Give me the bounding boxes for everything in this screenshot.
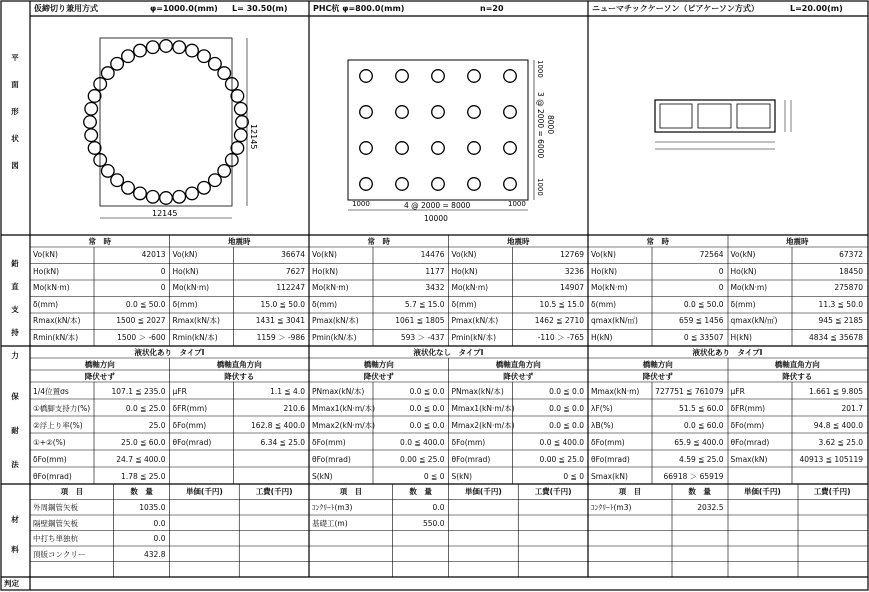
load-value: 11.3 ≦ 50.0 (818, 299, 863, 309)
plan-label: 平 面 形 状 図 (11, 53, 19, 170)
check-value: 0.0 ≦ 0.0 (409, 387, 445, 396)
check-value: 727751 ≦ 761079 (655, 387, 724, 396)
steel-pipe-pile (85, 129, 98, 142)
load-label: Pmin(kN/本) (451, 332, 496, 342)
load-label: Ho(kN) (312, 266, 339, 276)
check-value: 0.0 ≦ 0.0 (409, 404, 445, 413)
load-value: 275870 (834, 283, 863, 292)
check-value: 3.62 ≦ 25.0 (818, 438, 863, 447)
material-item: ｺﾝｸﾘｰﾄ(m3) (591, 503, 632, 512)
check-label: 1/4位置σs (33, 387, 69, 396)
check-value: 65.9 ≦ 400.0 (674, 438, 724, 447)
check-value: 1.78 ≦ 25.0 (121, 472, 166, 481)
dim-b-bot-r: 1000 (536, 178, 544, 196)
check-label: PNmax(kN/本) (451, 387, 504, 396)
load-label: Ho(kN) (33, 266, 60, 276)
load-label: Mo(kN·m) (172, 283, 210, 292)
check-value: 0.0 ≦ 400.0 (539, 438, 584, 447)
check-value: 4.59 ≦ 25.0 (679, 455, 724, 464)
load-value: 0 (160, 266, 166, 276)
load-value: 1431 ≦ 3041 (255, 316, 305, 325)
yield-label: 降伏する (782, 372, 813, 381)
phc-pile (504, 178, 517, 191)
steel-pipe-pile (88, 90, 101, 103)
check-label: Mmax1(kN·m/本) (451, 404, 515, 413)
check-value: 0.00 ≦ 25.0 (539, 455, 584, 464)
load-value: 659 ≦ 1456 (679, 316, 724, 325)
dim-b-inner-right: 3 @ 2000 = 6000 (536, 92, 545, 159)
quake-label: 地震時 (507, 237, 530, 246)
check-label: δFo(mm) (730, 421, 765, 430)
check-label: δFo(mm) (172, 421, 207, 430)
cost-header: 数 量 (130, 487, 153, 496)
check-value: 0.0 ≦ 25.0 (125, 404, 166, 413)
steel-pipe-pile (85, 103, 98, 116)
load-value: 5.7 ≦ 15.0 (404, 299, 445, 309)
normal-label: 常 時 (367, 237, 390, 246)
steel-pipe-pile (209, 174, 222, 187)
load-value: 12769 (560, 250, 584, 259)
direction-label: 橋軸直角方向 (216, 360, 262, 369)
material-qty: 0.0 (432, 503, 445, 512)
load-label: δ(mm) (451, 299, 477, 309)
steel-pipe-pile (122, 182, 135, 195)
load-label: Vo(kN) (591, 250, 616, 259)
direction-label: 橋軸直角方向 (495, 360, 541, 369)
material-item: ｺﾝｸﾘｰﾄ(m3) (312, 503, 353, 512)
steel-pipe-pile (88, 142, 101, 155)
load-value: 42013 (141, 250, 166, 259)
dim-b-inner-bottom: 4 @ 2000 = 8000 (404, 201, 471, 210)
yield-label: 降伏せず (642, 372, 673, 381)
check-value: 1.661 ≦ 9.805 (809, 387, 863, 396)
cost-header: 項 目 (60, 487, 84, 496)
check-label: θFo(mrad) (33, 472, 72, 481)
dim-b-outer-right: 8000 (546, 115, 555, 135)
steel-pipe-pile (111, 58, 124, 71)
load-label: Mo(kN·m) (591, 283, 628, 292)
check-label: λF(%) (591, 404, 613, 413)
load-label: Rmin(kN/本) (172, 332, 218, 342)
phc-pile (432, 142, 445, 155)
check-label: δFR(mm) (172, 404, 208, 413)
load-label: qmax(kN/㎡) (591, 316, 638, 325)
steel-pipe-pile (218, 67, 231, 80)
load-value: 0 ≦ 33507 (683, 332, 724, 342)
material-item: 基礎工(m) (312, 518, 348, 528)
check-label: θFo(mrad) (591, 455, 630, 464)
check-value: 0 ≦ 0 (563, 472, 584, 481)
dim-b-right: 1000 (508, 200, 526, 208)
load-value: 3236 (564, 266, 584, 276)
plan-drawing-c (591, 20, 865, 232)
phc-pile (360, 178, 373, 191)
check-label: ②浮上り率(%) (33, 421, 83, 430)
direction-label: 橋軸直角方向 (774, 360, 820, 369)
cost-header: 項 目 (618, 487, 642, 496)
check-label: Mmax1(kN·m/本) (312, 404, 376, 413)
check-label: δFo(mm) (451, 438, 486, 447)
phc-pile (396, 178, 409, 191)
phc-pile (468, 178, 481, 191)
load-value: 1061 ≦ 1805 (395, 316, 445, 325)
load-label: Ho(kN) (591, 266, 618, 276)
load-label: Vo(kN) (33, 250, 58, 259)
steel-pipe-pile (236, 116, 249, 129)
load-label: Ho(kN) (730, 266, 757, 276)
steel-pipe-pile (147, 41, 160, 54)
check-label: θFo(mrad) (312, 455, 351, 464)
normal-label: 常 時 (646, 237, 669, 246)
load-value: 67372 (839, 250, 863, 259)
dim-b-total: 10000 (424, 214, 448, 223)
load-value: 1500 ≦ 2027 (116, 316, 166, 325)
reinforcement-label: 保 耐 法 (11, 392, 19, 469)
header-c-length: L=20.00(m) (790, 4, 843, 13)
steel-pipe-pile (84, 116, 97, 129)
load-value: 15.0 ≦ 50.0 (260, 299, 305, 309)
material-qty: 550.0 (423, 518, 445, 528)
bearing-label: 鉛 直 支 持 力 (11, 259, 19, 360)
phc-pile (360, 142, 373, 155)
load-label: Pmax(kN/本) (312, 316, 359, 325)
phc-pile (396, 106, 409, 119)
load-value: 4834 ≦ 35678 (809, 332, 863, 342)
check-value: 201.7 (841, 404, 863, 413)
load-value: 0 (718, 266, 724, 276)
cost-header: 工費(千円) (255, 487, 293, 496)
load-value: 945 ≦ 2185 (818, 316, 863, 325)
steel-pipe-pile (235, 103, 248, 116)
steel-pipe-pile (198, 50, 211, 63)
check-label: δFo(mm) (312, 438, 346, 447)
steel-pipe-pile (231, 142, 244, 155)
check-value: 0 ≦ 0 (423, 472, 445, 481)
phc-pile (360, 106, 373, 119)
cost-header: 項 目 (339, 487, 363, 496)
phc-pile (360, 70, 373, 83)
material-qty: 0.0 (153, 534, 166, 543)
load-value: 112247 (276, 283, 305, 292)
check-value: 66918 ＞ 65919 (663, 472, 724, 481)
check-value: 25.0 ≦ 60.0 (121, 438, 166, 447)
quake-label: 地震時 (786, 237, 809, 246)
cost-header: 単価(千円) (743, 487, 781, 496)
load-value: 18450 (839, 266, 863, 276)
check-label: S(kN) (451, 472, 473, 481)
plan-drawing-b (312, 20, 586, 232)
header-a-length: L= 30.50(m) (232, 4, 288, 13)
load-value: 1177 (425, 266, 445, 276)
dim-b-left: 1000 (352, 200, 370, 208)
check-label: δFR(mm) (730, 404, 766, 413)
check-label: PNmax(kN/本) (312, 387, 365, 396)
material-item: 外周鋼管矢板 (33, 503, 78, 512)
quake-label: 地震時 (228, 237, 251, 246)
load-value: 1159 ＞ -986 (256, 332, 305, 342)
cost-header: 工費(千円) (534, 487, 572, 496)
material-qty: 432.8 (144, 549, 166, 559)
load-label: Mo(kN·m) (730, 283, 768, 292)
load-label: qmax(kN/㎡) (730, 316, 778, 325)
phc-pile (432, 106, 445, 119)
check-label: δFo(mm) (33, 455, 67, 464)
load-label: δ(mm) (312, 299, 338, 309)
load-label: Vo(kN) (172, 250, 198, 259)
load-label: Pmax(kN/本) (451, 316, 499, 325)
material-qty: 2032.5 (697, 503, 724, 512)
steel-pipe-pile (186, 44, 199, 57)
steel-pipe-pile (134, 44, 147, 57)
load-value: 7627 (285, 266, 305, 276)
steel-pipe-pile (122, 50, 135, 63)
load-value: 0 (718, 283, 724, 292)
check-label: θFo(mrad) (451, 455, 491, 464)
check-label: S(kN) (312, 472, 333, 481)
check-value: 0.0 ≦ 0.0 (549, 421, 584, 430)
dim-a-bottom: 12145 (152, 209, 178, 218)
dim-a-right: 12145 (249, 124, 258, 150)
load-value: 72564 (699, 250, 724, 259)
steel-pipe-pile (102, 165, 115, 178)
check-label: Mmax(kN·m) (591, 387, 640, 396)
load-label: Mo(kN·m) (312, 283, 349, 292)
load-value: 3432 (425, 283, 445, 292)
phc-pile (468, 106, 481, 119)
load-value: -110 ＞ -765 (537, 332, 584, 342)
load-value: 10.5 ≦ 15.0 (539, 299, 584, 309)
header-b-count: n=20 (480, 4, 504, 13)
load-label: Mo(kN·m) (33, 283, 70, 292)
check-value: 25.0 (148, 421, 166, 430)
load-label: Rmax(kN/本) (33, 316, 81, 325)
material-qty: 0.0 (153, 518, 166, 528)
check-label: μFR (172, 387, 187, 396)
load-label: Ho(kN) (172, 266, 199, 276)
load-label: H(kN) (730, 332, 752, 342)
cost-header: 単価(千円) (464, 487, 502, 496)
check-value: 0.0 ≦ 0.0 (409, 421, 445, 430)
steel-pipe-pile (186, 187, 199, 200)
load-value: 0.0 ≦ 50.0 (125, 299, 166, 309)
check-value: 0.0 ≦ 60.0 (683, 421, 724, 430)
check-label: μFR (730, 387, 745, 396)
load-label: Vo(kN) (451, 250, 477, 259)
steel-pipe-pile (173, 41, 186, 54)
steel-pipe-pile (198, 182, 211, 195)
check-value: 0.0 ≦ 0.0 (549, 404, 584, 413)
load-value: 14907 (560, 283, 584, 292)
steel-pipe-pile (231, 90, 244, 103)
liquefaction-label: 液状化あり タイプⅠ (134, 348, 205, 357)
plan-drawing-a (34, 20, 306, 232)
load-label: Vo(kN) (730, 250, 756, 259)
load-label: Rmax(kN/本) (172, 316, 220, 325)
yield-label: 降伏する (224, 372, 255, 381)
judgement-label: 判定 (4, 579, 19, 588)
phc-pile (504, 70, 517, 83)
load-value: 14476 (420, 250, 445, 259)
steel-pipe-pile (173, 191, 186, 204)
load-label: Ho(kN) (451, 266, 478, 276)
check-value: 162.8 ≦ 400.0 (251, 421, 305, 430)
load-label: H(kN) (591, 332, 613, 342)
phc-pile (432, 70, 445, 83)
normal-label: 常 時 (88, 237, 111, 246)
load-value: 0.0 ≦ 50.0 (683, 299, 724, 309)
phc-pile (432, 178, 445, 191)
steel-pipe-pile (160, 192, 173, 205)
check-value: 1.1 ≦ 4.0 (270, 387, 305, 396)
check-value: 0.0 ≦ 0.0 (549, 387, 584, 396)
liquefaction-label: 液状化あり タイプⅠ (692, 348, 763, 357)
phc-pile (396, 142, 409, 155)
material-item: 中打ち単独杭 (33, 534, 78, 543)
phc-pile (468, 142, 481, 155)
check-label: Smax(kN) (730, 455, 768, 464)
load-label: Vo(kN) (312, 250, 337, 259)
load-label: Rmin(kN/本) (33, 332, 79, 342)
cost-header: 工費(千円) (813, 487, 851, 496)
header-a-diameter: φ=1000.0(mm) (150, 4, 218, 13)
check-label: ①+②(%) (33, 438, 66, 447)
material-qty: 1035.0 (139, 503, 166, 512)
phc-pile (504, 106, 517, 119)
load-value: 1500 ＞ -600 (117, 332, 166, 342)
load-label: Pmin(kN/本) (312, 332, 357, 342)
load-label: δ(mm) (730, 299, 756, 309)
yield-label: 降伏せず (363, 372, 394, 381)
direction-label: 橋軸方向 (84, 360, 115, 369)
check-label: θFo(mrad) (172, 438, 212, 447)
material-item: 隔壁鋼管矢板 (33, 518, 78, 528)
check-value: 107.1 ≦ 235.0 (111, 387, 166, 396)
phc-pile (468, 70, 481, 83)
material-item: 頂版コンクリー (33, 549, 86, 559)
load-label: δ(mm) (172, 299, 198, 309)
check-value: 94.8 ≦ 400.0 (813, 421, 863, 430)
check-value: 6.34 ≦ 25.0 (260, 438, 305, 447)
dim-b-top-r: 1000 (536, 60, 544, 78)
steel-pipe-pile (160, 40, 173, 53)
cost-header: 数 量 (409, 487, 432, 496)
steel-pipe-pile (235, 129, 248, 142)
direction-label: 橋軸方向 (363, 360, 394, 369)
load-label: δ(mm) (33, 299, 59, 309)
header-c-title: ニューマチックケーソン（ピアケーソン方式） (592, 4, 759, 13)
check-label: δFo(mm) (591, 438, 625, 447)
check-label: Mmax2(kN·m/本) (312, 421, 376, 430)
phc-pile (396, 70, 409, 83)
load-label: Mo(kN·m) (451, 283, 489, 292)
load-value: 1462 ≦ 2710 (534, 316, 584, 325)
check-label: λB(%) (591, 421, 614, 430)
check-value: 40913 ≦ 105119 (799, 455, 863, 464)
phc-pile (504, 142, 517, 155)
header-b-title: PHC杭 φ=800.0(mm) (313, 4, 405, 13)
steel-pipe-pile (147, 191, 160, 204)
check-label: ①橋脚支持力(%) (33, 404, 91, 413)
yield-label: 降伏せず (84, 372, 115, 381)
material-label: 材 料 (11, 515, 19, 554)
steel-pipe-pile (134, 187, 147, 200)
check-value: 0.0 ≦ 400.0 (400, 438, 445, 447)
check-value: 24.7 ≦ 400.0 (116, 455, 166, 464)
check-value: 0.00 ≦ 25.0 (400, 455, 445, 464)
check-label: θFo(mrad) (730, 438, 770, 447)
check-label: Smax(kN) (591, 472, 628, 481)
load-value: 0 (160, 283, 166, 292)
liquefaction-label: 液状化なし タイプⅠ (413, 348, 484, 357)
cost-header: 単価(千円) (185, 487, 223, 496)
cost-header: 数 量 (688, 487, 711, 496)
direction-label: 橋軸方向 (642, 360, 673, 369)
load-label: δ(mm) (591, 299, 617, 309)
header-a-title: 仮締切り兼用方式 (34, 4, 98, 13)
check-value: 51.5 ≦ 60.0 (679, 404, 724, 413)
check-label: Mmax2(kN·m/本) (451, 421, 515, 430)
load-value: 36674 (281, 250, 305, 259)
load-value: 593 ＞ -437 (400, 332, 445, 342)
check-value: 210.6 (283, 404, 305, 413)
yield-label: 降伏せず (503, 372, 534, 381)
